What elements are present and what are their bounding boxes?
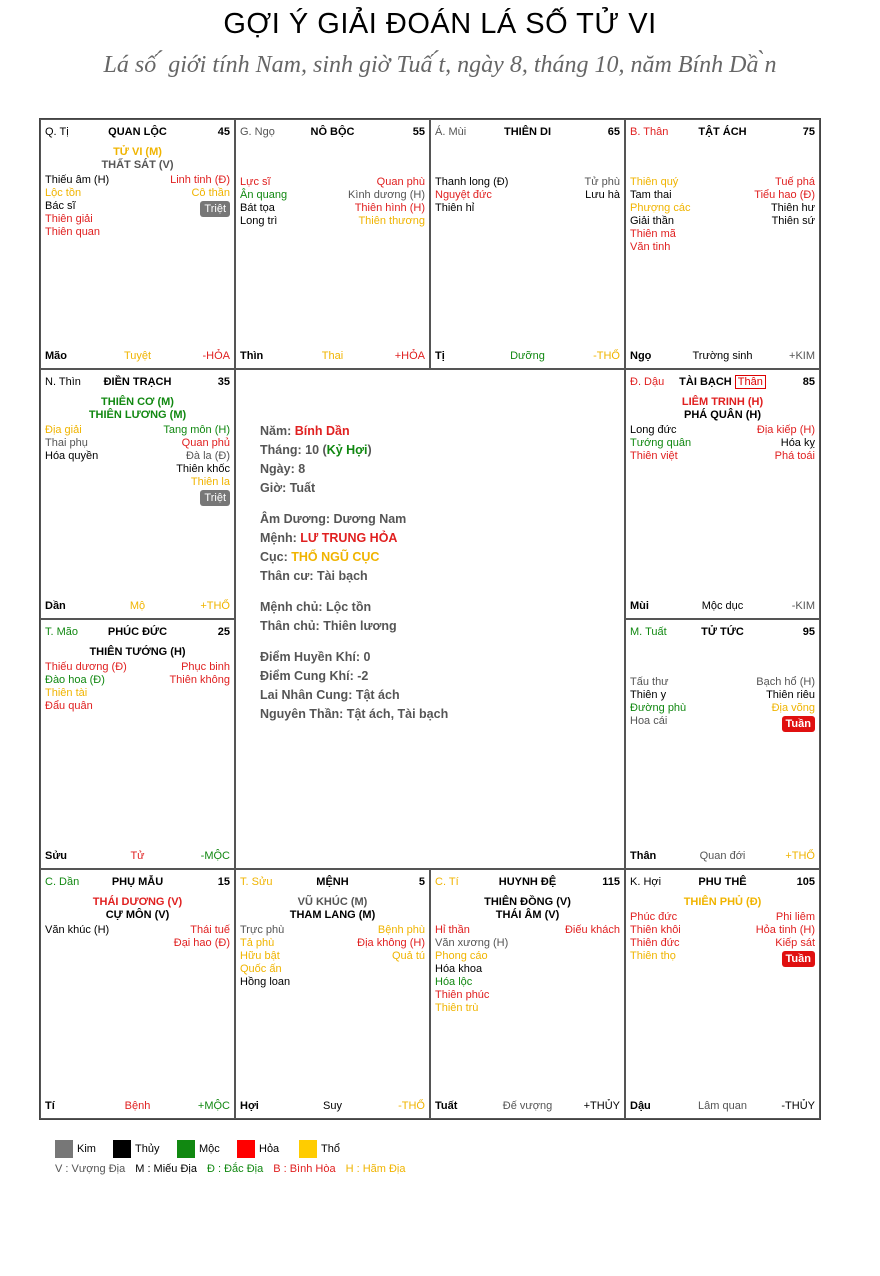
palace-name: [45, 626, 230, 638]
palace-phase: Suy: [323, 1100, 342, 1112]
palace-age: 15: [217, 876, 230, 888]
legend-swatch: [113, 1140, 131, 1158]
palace-branch: Dậu: [630, 1100, 651, 1112]
palace-name-text: PHÚC ĐỨC: [107, 626, 168, 638]
palace-cell: [625, 869, 820, 1119]
minor-star: Thiên việt: [630, 450, 678, 462]
palace-age: 35: [217, 376, 230, 388]
palace-name: [630, 126, 815, 138]
palace-header: [240, 126, 425, 140]
legend-swatch: [55, 1140, 73, 1158]
minor-star: Lực sĩ: [240, 176, 271, 188]
minor-star: Thiên phúc: [435, 989, 490, 1001]
palace-age: 105: [796, 876, 815, 888]
main-star: PHÁ QUÂN (H): [684, 409, 761, 421]
minor-star: Tả phù: [240, 937, 275, 949]
minor-stars-right: [756, 911, 815, 967]
minor-star: Văn khúc (H): [45, 924, 110, 936]
legend-label: Thủy: [135, 1143, 160, 1155]
minor-star: Địa không (H): [357, 937, 425, 949]
palace-stem: N. Thìn: [45, 376, 81, 388]
palace-name: [45, 376, 230, 388]
palace-name-text: MỆNH: [316, 876, 349, 888]
palace-footer: [630, 600, 815, 614]
palace-name: [240, 126, 425, 138]
main-stars: [41, 896, 234, 922]
minor-star: Bệnh phù: [377, 924, 425, 936]
minor-star: Văn tinh: [630, 241, 671, 253]
minor-stars-left: [45, 661, 127, 713]
hour-value: Giờ: Tuất: [260, 481, 316, 495]
palace-stem: B. Thân: [630, 126, 669, 138]
palace-name: [630, 376, 815, 388]
minor-star: Thanh long (Đ): [435, 176, 509, 188]
palace-stem: G. Ngọ: [240, 126, 275, 138]
palace-cell: [625, 619, 820, 869]
minor-stars-left: [45, 424, 98, 463]
year-value: Bính Dần: [294, 424, 350, 438]
palace-cell: [430, 119, 625, 369]
main-stars: [626, 896, 819, 909]
palace-phase: Đế vượng: [502, 1100, 553, 1112]
palace-age: 55: [412, 126, 425, 138]
palace-footer: [435, 1100, 620, 1114]
palace-branch: Sửu: [45, 850, 68, 862]
main-stars: [236, 896, 429, 922]
palace-footer: [240, 350, 425, 364]
legend-label: Thổ: [321, 1143, 340, 1155]
minor-star: Cô thần: [191, 187, 230, 199]
lai-nhan-cung: Lai Nhân Cung: Tật ách: [260, 688, 400, 702]
minor-star: Địa giải: [45, 424, 82, 436]
minor-star: Thai phụ: [45, 437, 88, 449]
legend-note: H : Hãm Địa: [345, 1163, 406, 1175]
palace-age: 95: [802, 626, 815, 638]
minor-star: Bát tọa: [240, 202, 275, 214]
main-star: CỰ MÔN (V): [105, 909, 170, 921]
palace-phase: Quan đới: [699, 850, 746, 862]
main-star: THÁI DƯƠNG (V): [92, 896, 183, 908]
minor-star: Thiên y: [630, 689, 667, 701]
palace-name-text: PHỤ MẪU: [111, 876, 164, 888]
minor-star: Thiên thương: [358, 215, 425, 227]
palace-branch: Hợi: [240, 1100, 259, 1112]
minor-stars-left: [630, 176, 690, 254]
badge-wrap: [163, 489, 230, 506]
palace-cell: [40, 369, 235, 619]
menh-value: LƯ TRUNG HỎA: [300, 531, 398, 545]
palace-element: +MỘC: [197, 1100, 230, 1112]
minor-star: Thiên hư: [770, 202, 815, 214]
palace-footer: [630, 1100, 815, 1114]
month-canchi: Kỷ Hợi: [326, 443, 368, 457]
minor-stars-left: [240, 176, 287, 228]
minor-star: Đại hao (Đ): [173, 937, 230, 949]
palace-element: +THỔ: [785, 850, 815, 862]
minor-star: Thiên không: [169, 674, 230, 686]
palace-age: 115: [602, 876, 620, 888]
minor-star: Tử phù: [584, 176, 620, 188]
minor-star: Văn xương (H): [435, 937, 509, 949]
minor-star: Kình dương (H): [348, 189, 425, 201]
minor-stars-left: [45, 924, 109, 937]
palace-phase: Bệnh: [124, 1100, 151, 1112]
minor-star: Phục binh: [181, 661, 230, 673]
main-star: THIÊN PHỦ (Đ): [683, 896, 762, 908]
day-value: Ngày: 8: [260, 462, 306, 476]
palace-phase: Tuyệt: [123, 350, 152, 362]
palace-age: 65: [607, 126, 620, 138]
palace-name: [45, 126, 230, 138]
minor-star: Quốc ấn: [240, 963, 282, 975]
minor-stars-right: [169, 661, 230, 687]
palace-cell: [40, 119, 235, 369]
palace-age: 45: [217, 126, 230, 138]
minor-star: Thiên hình (H): [354, 202, 425, 214]
am-duong: Âm Dương: Dương Nam: [260, 512, 407, 526]
badge-wrap: [170, 200, 230, 217]
palace-name-text: PHU THÊ: [698, 876, 747, 888]
minor-star: Tướng quân: [630, 437, 692, 449]
palace-header: [45, 376, 230, 390]
minor-stars-right: [757, 424, 815, 463]
palace-header: [630, 626, 815, 640]
minor-star: Thiên thọ: [630, 950, 676, 962]
minor-stars-left: [630, 911, 681, 963]
cung-khi: Điểm Cung Khí: -2: [260, 669, 369, 683]
minor-stars-left: [630, 676, 686, 728]
minor-star: Hỉ thần: [435, 924, 470, 936]
palace-branch: Ngọ: [630, 350, 652, 362]
minor-star: Tam thai: [630, 189, 672, 201]
palace-name-text: TẬT ÁCH: [698, 126, 747, 138]
palace-age: 5: [418, 876, 425, 888]
palace-phase: Tử: [130, 850, 145, 862]
minor-stars-right: [357, 924, 425, 963]
minor-star: Hóa kỵ: [780, 437, 815, 449]
palace-cell: [235, 869, 430, 1119]
than-chu: Thân chủ: Thiên lương: [260, 619, 397, 633]
main-stars: [626, 396, 819, 422]
palace-stem: C. Tí: [435, 876, 459, 888]
minor-star: Lưu hà: [585, 189, 620, 201]
palace-element: -THỔ: [398, 1100, 425, 1112]
palace-cell: [625, 119, 820, 369]
palace-footer: [630, 850, 815, 864]
minor-stars-right: [585, 176, 621, 202]
palace-element: -HỎA: [202, 350, 230, 362]
page-subtitle: Lá số ́ giới tính Nam, sinh giờ Tuấ ́t, ngày 8, tháng 10, năm Bính Dầ ̀n: [103, 52, 777, 78]
minor-stars-left: [435, 924, 508, 1015]
legend-note: Đ : Đắc Địa: [206, 1163, 264, 1175]
legend-label: Kim: [77, 1143, 96, 1155]
minor-stars-left: [45, 174, 109, 239]
palace-name: [45, 876, 230, 888]
minor-star: Thái tuế: [190, 924, 230, 936]
legend-swatch: [299, 1140, 317, 1158]
legend-label: Hỏa: [259, 1143, 280, 1155]
palace-branch: Thân: [630, 850, 657, 862]
palace-footer: [630, 350, 815, 364]
palace-element: +THỔ: [200, 600, 230, 612]
palace-footer: [435, 350, 620, 364]
minor-star: Bạch hổ (H): [756, 676, 815, 688]
palace-name-text: THIÊN DI: [503, 126, 552, 138]
palace-element: -THỦY: [781, 1100, 815, 1112]
palace-stem: M. Tuất: [630, 626, 667, 638]
main-stars: [41, 646, 234, 659]
palace-branch: Mùi: [630, 600, 649, 612]
legend-swatch: [177, 1140, 195, 1158]
minor-star: Hoa cái: [630, 715, 668, 727]
minor-star: Giải thần: [630, 215, 675, 227]
palace-age: 25: [217, 626, 230, 638]
palace-header: [240, 876, 425, 890]
minor-star: Thiên hỉ: [435, 202, 475, 214]
palace-phase: Mộc dục: [701, 600, 744, 612]
minor-stars-right: [170, 174, 230, 217]
minor-star: Trực phù: [240, 924, 285, 936]
minor-star: Hỏa tinh (H): [755, 924, 815, 936]
status-badge: Tuần: [782, 951, 815, 967]
minor-star: Thiên giải: [45, 213, 93, 225]
badge-wrap: [756, 715, 815, 732]
minor-star: Đẩu quân: [45, 700, 93, 712]
palace-stem: C. Dần: [45, 876, 80, 888]
minor-star: Nguyệt đức: [435, 189, 492, 201]
minor-star: Thiên sứ: [771, 215, 815, 227]
palace-cell: [40, 869, 235, 1119]
main-star: THIÊN TƯỚNG (H): [89, 646, 186, 658]
minor-star: Đào hoa (Đ): [45, 674, 105, 686]
birth-info: Năm: Bính Dần Tháng: 10 (Kỷ Hợi) Ngày: 8 Giờ: Tuất Âm Dương: Dương Nam Mệnh: LƯ TRUNG HỎA Cục: THỔ NGŨ CỤC Thân cư: Tài bạch Mệnh chủ: Lộc tồn Thân chủ: Thiên lương Điểm Huyền Khí: 0 Điểm Cung Khí: -2 Lai Nhân Cung: Tật ách Nguyên Thần: Tật ách, Tài bạch: [260, 422, 448, 724]
minor-stars-right: [756, 676, 815, 732]
palace-name-text: TỬ TỨC: [701, 626, 744, 638]
palace-footer: [240, 1100, 425, 1114]
minor-stars-right: [348, 176, 425, 228]
nguyen-than: Nguyên Thần: Tật ách, Tài bạch: [260, 707, 449, 721]
main-star: THÁI ÂM (V): [495, 909, 560, 921]
minor-star: Bác sĩ: [45, 200, 76, 212]
minor-stars-right: [754, 176, 815, 228]
chart-grid: [39, 118, 821, 1120]
status-badge: Triệt: [200, 490, 230, 506]
minor-star: Điếu khách: [564, 924, 620, 936]
minor-star: Ân quang: [240, 189, 288, 201]
palace-stem: Đ. Dậu: [630, 376, 665, 388]
minor-star: Quan phủ: [181, 437, 230, 449]
palace-name: [630, 876, 815, 888]
minor-stars-left: [630, 424, 691, 463]
palace-element: -KIM: [791, 600, 815, 612]
minor-star: Thiên mã: [630, 228, 676, 240]
palace-branch: Tí: [45, 1100, 55, 1112]
palace-cell: [235, 119, 430, 369]
palace-name-text: QUAN LỘC: [108, 126, 167, 138]
main-star: THIÊN LƯƠNG (M): [88, 409, 187, 421]
minor-star: Tiểu hao (Đ): [754, 189, 815, 201]
main-stars: [41, 146, 234, 172]
palace-stem: T. Mão: [45, 626, 79, 638]
palace-header: [435, 876, 620, 890]
minor-star: Thiếu dương (Đ): [45, 661, 127, 673]
palace-name-text: ĐIỀN TRẠCH: [103, 376, 172, 388]
minor-star: Long đức: [630, 424, 677, 436]
palace-name: [630, 626, 815, 638]
minor-star: Phúc đức: [630, 911, 678, 923]
main-star: VŨ KHÚC (M): [297, 896, 368, 908]
minor-star: Hồng loan: [240, 976, 291, 988]
minor-star: Phi liêm: [775, 911, 815, 923]
palace-header: [435, 126, 620, 140]
palace-name: [435, 876, 620, 888]
minor-star: Thiên tài: [45, 687, 88, 699]
palace-footer: [45, 350, 230, 364]
palace-age: 85: [802, 376, 815, 388]
minor-star: Thiên riêu: [766, 689, 815, 701]
main-star: THẤT SÁT (V): [101, 159, 174, 171]
palace-name-text: HUYNH ĐỆ: [498, 876, 557, 888]
palace-cell: [40, 619, 235, 869]
main-star: THIÊN CƠ (M): [101, 396, 174, 408]
minor-star: Hóa lộc: [435, 976, 473, 988]
minor-star: Thiên khôi: [630, 924, 681, 936]
minor-star: Hữu bật: [240, 950, 280, 962]
palace-name: [240, 876, 425, 888]
palace-element: +THỦY: [583, 1100, 620, 1112]
legend-note: B : Bình Hòa: [273, 1163, 336, 1175]
minor-star: Hóa quyền: [45, 450, 99, 462]
palace-footer: [45, 850, 230, 864]
palace-phase: Thai: [321, 350, 344, 362]
palace-element: -MỘC: [200, 850, 230, 862]
palace-branch: Tuất: [435, 1100, 458, 1112]
than-badge: Thân: [735, 375, 766, 389]
palace-header: [45, 626, 230, 640]
minor-star: Đà la (Đ): [185, 450, 230, 462]
palace-footer: [45, 1100, 230, 1114]
palace-branch: Tị: [435, 350, 445, 362]
palace-stem: Q. Tị: [45, 126, 69, 138]
main-star: TỬ VI (M): [113, 146, 162, 158]
status-badge: Triệt: [200, 201, 230, 217]
minor-star: Phong cáo: [435, 950, 488, 962]
minor-star: Tang môn (H): [163, 424, 230, 436]
palace-cell: [430, 869, 625, 1119]
cuc-value: THỔ NGŨ CỤC: [291, 550, 380, 564]
palace-header: [630, 376, 815, 390]
palace-element: +HỎA: [394, 350, 425, 362]
minor-star: Thiên la: [190, 476, 230, 488]
main-stars: [431, 896, 624, 922]
status-badge: Tuần: [782, 716, 815, 732]
main-star: THIÊN ĐỒNG (V): [484, 896, 571, 908]
main-star: LIÊM TRINH (H): [681, 396, 764, 408]
palace-name-text: TÀI BẠCH: [679, 376, 732, 388]
minor-stars-right: [163, 424, 230, 506]
legend-note: M : Miếu Địa: [135, 1163, 197, 1175]
minor-star: Quan phù: [376, 176, 425, 188]
minor-star: Phá toái: [774, 450, 815, 462]
minor-star: Địa võng: [771, 702, 815, 714]
palace-stem: K. Hợi: [630, 876, 662, 888]
minor-star: Đường phù: [630, 702, 687, 714]
palace-stem: Á. Mùi: [435, 126, 467, 138]
minor-star: Lộc tồn: [45, 187, 82, 199]
minor-star: Thiên khốc: [176, 463, 230, 475]
palace-header: [45, 876, 230, 890]
minor-star: Phượng các: [630, 202, 691, 214]
minor-stars-left: [240, 924, 290, 989]
minor-star: Tuế phá: [775, 176, 815, 188]
minor-star: Kiếp sát: [775, 937, 815, 949]
minor-star: Long trì: [240, 215, 278, 227]
minor-star: Thiên quan: [45, 226, 101, 238]
main-star: THAM LANG (M): [289, 909, 376, 921]
legend-notes: [55, 1163, 416, 1175]
palace-phase: Dưỡng: [510, 350, 545, 362]
minor-star: Địa kiếp (H): [756, 424, 815, 436]
palace-age: 75: [802, 126, 815, 138]
palace-header: [630, 876, 815, 890]
minor-stars-left: [435, 176, 508, 215]
palace-footer: [45, 600, 230, 614]
main-stars: [41, 396, 234, 422]
minor-star: Thiên đức: [630, 937, 680, 949]
page-title: GỢI Ý GIẢI ĐOÁN LÁ SỐ TỬ VI: [223, 8, 657, 40]
palace-phase: Trường sinh: [692, 350, 753, 362]
palace-header: [45, 126, 230, 140]
palace-cell: [625, 369, 820, 619]
legend-label: Mộc: [199, 1143, 220, 1155]
legend-swatch: [237, 1140, 255, 1158]
menh-chu: Mệnh chủ: Lộc tồn: [260, 600, 372, 614]
palace-phase: Lâm quan: [698, 1100, 747, 1112]
palace-header: [630, 126, 815, 140]
minor-star: Thiếu âm (H): [45, 174, 110, 186]
minor-star: Tấu thư: [630, 676, 669, 688]
palace-branch: Thìn: [240, 350, 264, 362]
huyen-khi: Điểm Huyền Khí: 0: [260, 650, 371, 664]
palace-name-text: NÔ BỘC: [310, 126, 355, 138]
legend-note: V : Vượng Địa: [55, 1163, 126, 1175]
minor-star: Quả tú: [391, 950, 425, 962]
palace-stem: T. Sửu: [240, 876, 273, 888]
minor-star: Linh tinh (Đ): [170, 174, 230, 186]
minor-star: Hóa khoa: [435, 963, 483, 975]
palace-element: -THỔ: [593, 350, 620, 362]
than-cu: Thân cư: Tài bạch: [260, 569, 368, 583]
center-info-panel: [235, 369, 625, 869]
palace-branch: Mão: [45, 350, 67, 362]
minor-stars-right: [174, 924, 230, 950]
palace-phase: Mộ: [129, 600, 146, 612]
minor-star: Thiên quý: [630, 176, 679, 188]
minor-stars-right: [565, 924, 620, 937]
palace-branch: Dần: [45, 600, 66, 612]
minor-star: Thiên trù: [435, 1002, 479, 1014]
badge-wrap: [756, 950, 815, 967]
palace-element: +KIM: [789, 350, 815, 362]
palace-name: [435, 126, 620, 138]
